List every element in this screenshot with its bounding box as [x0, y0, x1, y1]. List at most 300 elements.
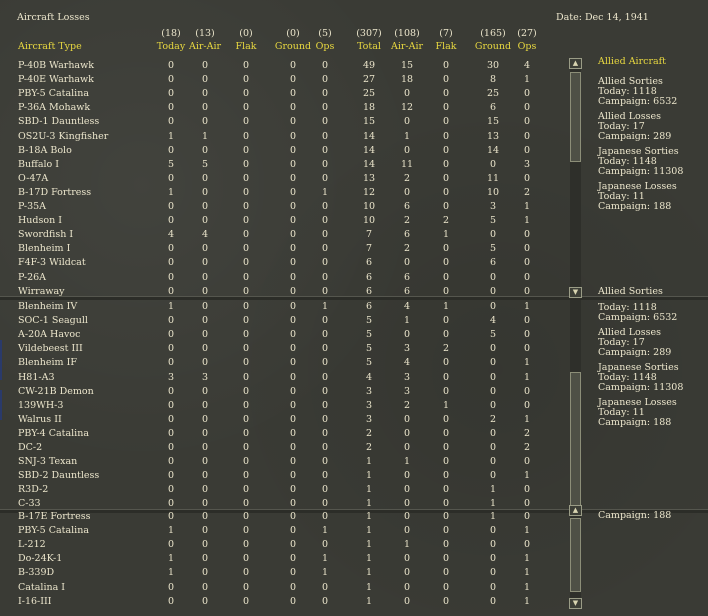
- row-value: 15: [362, 116, 376, 127]
- row-value: 0: [242, 596, 250, 607]
- row-value: 2: [403, 173, 411, 184]
- row-value: 0: [523, 102, 531, 113]
- row-value: 0: [442, 582, 450, 593]
- column-header-8[interactable]: Ground: [474, 41, 512, 52]
- row-value: 14: [362, 159, 376, 170]
- row-value: 0: [442, 60, 450, 71]
- row-value: 5: [167, 159, 175, 170]
- row-value: 15: [486, 116, 500, 127]
- row-value: 4: [167, 229, 175, 240]
- aircraft-name: O-47A: [18, 173, 49, 184]
- row-value: 0: [489, 159, 497, 170]
- row-value: 0: [403, 88, 411, 99]
- row-value: 0: [403, 145, 411, 156]
- row-value: 2: [442, 215, 450, 226]
- scroll-down-arrow-icon[interactable]: ▼: [569, 287, 582, 298]
- row-value: 0: [289, 187, 297, 198]
- row-value: 0: [242, 159, 250, 170]
- row-value: 0: [442, 116, 450, 127]
- row-value: 0: [403, 498, 411, 509]
- scroll-down-arrow-icon[interactable]: ▼: [569, 598, 582, 609]
- row-value: 0: [289, 301, 297, 312]
- row-value: 0: [321, 74, 329, 85]
- row-value: 0: [201, 272, 209, 283]
- row-value: 0: [321, 539, 329, 550]
- row-value: 1: [403, 539, 411, 550]
- aircraft-name: R3D-2: [18, 484, 49, 495]
- row-value: 0: [489, 553, 497, 564]
- aircraft-name: Blenheim I: [18, 243, 71, 254]
- row-value: 0: [289, 201, 297, 212]
- aircraft-name: SNJ-3 Texan: [18, 456, 78, 467]
- row-value: 0: [321, 372, 329, 383]
- row-value: 1: [365, 567, 373, 578]
- row-value: 1: [365, 498, 373, 509]
- row-value: 0: [523, 498, 531, 509]
- row-value: 0: [321, 582, 329, 593]
- row-value: 2: [523, 428, 531, 439]
- row-value: 0: [167, 343, 175, 354]
- row-value: 0: [289, 60, 297, 71]
- column-header-4[interactable]: Ops: [315, 41, 335, 52]
- row-value: 0: [201, 539, 209, 550]
- row-value: 0: [167, 60, 175, 71]
- date-label: Date: Dec 14, 1941: [556, 12, 649, 23]
- table-row[interactable]: [0, 159, 560, 171]
- row-value: 0: [201, 215, 209, 226]
- row-value: 0: [201, 553, 209, 564]
- row-value: 0: [242, 372, 250, 383]
- row-value: 0: [242, 567, 250, 578]
- row-value: 3: [365, 400, 373, 411]
- table-row[interactable]: [0, 201, 560, 213]
- row-value: 12: [400, 102, 414, 113]
- row-value: 0: [201, 187, 209, 198]
- table-row[interactable]: [0, 88, 560, 100]
- row-value: 0: [167, 286, 175, 297]
- row-value: 0: [167, 88, 175, 99]
- table-row[interactable]: [0, 74, 560, 86]
- row-value: 5: [365, 357, 373, 368]
- aircraft-name: Buffalo I: [18, 159, 60, 170]
- column-header-7[interactable]: Flak: [435, 41, 457, 52]
- row-value: 0: [242, 301, 250, 312]
- row-value: 0: [523, 329, 531, 340]
- row-value: 1: [489, 484, 497, 495]
- row-value: 0: [489, 386, 497, 397]
- japanese-sorties-title: Japanese Sorties: [598, 362, 679, 373]
- row-value: 1: [489, 511, 497, 522]
- column-total-9: (27): [517, 28, 537, 39]
- row-value: 0: [403, 567, 411, 578]
- row-value: 0: [321, 442, 329, 453]
- row-value: 15: [400, 60, 414, 71]
- column-header-0[interactable]: Today: [156, 41, 186, 52]
- table-row[interactable]: [0, 286, 560, 298]
- row-value: 0: [167, 470, 175, 481]
- row-value: 0: [489, 525, 497, 536]
- scroll-up-arrow-icon[interactable]: ▲: [569, 505, 582, 516]
- column-header-2[interactable]: Flak: [235, 41, 257, 52]
- row-value: 0: [321, 414, 329, 425]
- row-value: 0: [489, 272, 497, 283]
- table-row[interactable]: [0, 301, 560, 313]
- row-value: 0: [167, 498, 175, 509]
- row-value: 2: [365, 428, 373, 439]
- row-value: 0: [201, 400, 209, 411]
- row-value: 6: [365, 257, 373, 268]
- row-value: 1: [523, 596, 531, 607]
- row-value: 0: [523, 400, 531, 411]
- table-row[interactable]: [0, 343, 560, 355]
- row-value: 11: [400, 159, 414, 170]
- row-value: 0: [167, 257, 175, 268]
- row-value: 0: [201, 511, 209, 522]
- row-value: 0: [403, 470, 411, 481]
- column-total-4: (5): [318, 28, 332, 39]
- row-value: 1: [523, 372, 531, 383]
- row-value: 0: [442, 357, 450, 368]
- row-value: 0: [242, 215, 250, 226]
- row-value: 6: [403, 201, 411, 212]
- scroll-thumb[interactable]: [570, 72, 581, 162]
- row-value: 0: [242, 272, 250, 283]
- row-value: 0: [289, 159, 297, 170]
- row-value: 0: [167, 102, 175, 113]
- row-value: 0: [523, 173, 531, 184]
- table-row[interactable]: [0, 257, 560, 269]
- row-value: 3: [365, 386, 373, 397]
- row-value: 0: [442, 173, 450, 184]
- row-value: 25: [486, 88, 500, 99]
- row-value: 0: [321, 243, 329, 254]
- row-value: 0: [167, 215, 175, 226]
- column-total-0: (18): [161, 28, 181, 39]
- japanese-losses-campaign: Campaign: 188: [598, 417, 672, 428]
- row-value: 5: [489, 243, 497, 254]
- row-value: 0: [201, 525, 209, 536]
- row-value: 1: [365, 456, 373, 467]
- table-row[interactable]: [0, 525, 560, 537]
- row-value: 0: [242, 116, 250, 127]
- aircraft-name: PBY-5 Catalina: [18, 525, 89, 536]
- row-value: 0: [523, 229, 531, 240]
- row-value: 0: [489, 596, 497, 607]
- row-value: 0: [489, 400, 497, 411]
- row-value: 0: [442, 428, 450, 439]
- aircraft-name: SOC-1 Seagull: [18, 315, 88, 326]
- row-value: 0: [442, 372, 450, 383]
- row-value: 0: [201, 201, 209, 212]
- table-row[interactable]: [0, 116, 560, 128]
- row-value: 0: [442, 145, 450, 156]
- row-value: 0: [201, 315, 209, 326]
- table-row[interactable]: [0, 498, 560, 510]
- row-value: 0: [489, 357, 497, 368]
- row-value: 5: [489, 329, 497, 340]
- row-value: 0: [321, 173, 329, 184]
- row-value: 0: [289, 498, 297, 509]
- scroll-thumb[interactable]: [570, 372, 581, 510]
- table-row[interactable]: [0, 428, 560, 440]
- row-value: 0: [167, 484, 175, 495]
- table-row[interactable]: [0, 511, 560, 523]
- column-total-2: (0): [239, 28, 253, 39]
- row-value: 2: [403, 243, 411, 254]
- column-header-1[interactable]: Air-Air: [188, 41, 222, 52]
- aircraft-name: PBY-5 Catalina: [18, 88, 89, 99]
- row-value: 1: [523, 215, 531, 226]
- row-value: 0: [321, 511, 329, 522]
- row-value: 1: [523, 525, 531, 536]
- row-value: 5: [201, 159, 209, 170]
- row-value: 2: [365, 442, 373, 453]
- row-value: 3: [523, 159, 531, 170]
- table-row[interactable]: [0, 102, 560, 114]
- row-value: 0: [321, 102, 329, 113]
- column-total-6: (108): [394, 28, 420, 39]
- row-value: 0: [289, 400, 297, 411]
- table-row[interactable]: [0, 442, 560, 454]
- row-value: 0: [403, 116, 411, 127]
- row-value: 4: [365, 372, 373, 383]
- column-total-3: (0): [286, 28, 300, 39]
- column-header-5[interactable]: Total: [357, 41, 381, 52]
- row-value: 13: [486, 131, 500, 142]
- side-panel-title[interactable]: Allied Aircraft: [598, 56, 666, 67]
- row-value: 0: [289, 582, 297, 593]
- row-value: 1: [167, 525, 175, 536]
- table-row[interactable]: [0, 187, 560, 199]
- row-value: 8: [489, 74, 497, 85]
- table-row[interactable]: [0, 372, 560, 384]
- aircraft-name: Swordfish I: [18, 229, 74, 240]
- table-row[interactable]: [0, 539, 560, 551]
- row-value: 0: [242, 131, 250, 142]
- row-value: 0: [289, 74, 297, 85]
- row-value: 0: [321, 116, 329, 127]
- table-row[interactable]: [0, 243, 560, 255]
- row-value: 7: [365, 243, 373, 254]
- row-value: 0: [289, 484, 297, 495]
- row-value: 4: [523, 60, 531, 71]
- row-value: 0: [289, 173, 297, 184]
- row-value: 10: [362, 215, 376, 226]
- row-value: 30: [486, 60, 500, 71]
- table-row[interactable]: [0, 470, 560, 482]
- row-value: 0: [403, 484, 411, 495]
- table-row[interactable]: [0, 60, 560, 72]
- row-value: 0: [403, 596, 411, 607]
- allied-losses-today: Today: 17: [598, 337, 645, 348]
- row-value: 0: [321, 229, 329, 240]
- row-value: 0: [201, 456, 209, 467]
- row-value: 0: [242, 343, 250, 354]
- table-row[interactable]: [0, 357, 560, 369]
- row-value: 1: [523, 357, 531, 368]
- row-value: 6: [489, 257, 497, 268]
- row-value: 0: [289, 553, 297, 564]
- row-value: 0: [321, 329, 329, 340]
- row-value: 3: [403, 386, 411, 397]
- table-row[interactable]: [0, 215, 560, 227]
- row-value: 6: [365, 272, 373, 283]
- row-value: 0: [242, 428, 250, 439]
- row-value: 0: [321, 159, 329, 170]
- aircraft-name: 139WH-3: [18, 400, 64, 411]
- row-value: 0: [403, 428, 411, 439]
- window-title: Aircraft Losses: [17, 12, 90, 23]
- row-value: 0: [242, 329, 250, 340]
- row-value: 0: [167, 539, 175, 550]
- row-value: 0: [289, 386, 297, 397]
- table-row[interactable]: [0, 173, 560, 185]
- row-value: 0: [489, 301, 497, 312]
- aircraft-name: Blenheim IV: [18, 301, 78, 312]
- row-value: 1: [365, 553, 373, 564]
- table-row[interactable]: [0, 315, 560, 327]
- table-row[interactable]: [0, 414, 560, 426]
- row-value: 7: [365, 229, 373, 240]
- table-row[interactable]: [0, 484, 560, 496]
- row-value: 0: [167, 243, 175, 254]
- allied-losses-today: Today: 17: [598, 121, 645, 132]
- row-value: 0: [201, 357, 209, 368]
- allied-sorties-campaign: Campaign: 6532: [598, 96, 678, 107]
- row-value: 0: [289, 131, 297, 142]
- table-row[interactable]: [0, 596, 560, 608]
- row-value: 0: [167, 116, 175, 127]
- row-value: 1: [523, 201, 531, 212]
- row-value: 1: [167, 187, 175, 198]
- row-value: 0: [489, 567, 497, 578]
- row-value: 0: [289, 343, 297, 354]
- table-row[interactable]: [0, 400, 560, 412]
- row-value: 0: [403, 187, 411, 198]
- row-value: 4: [403, 357, 411, 368]
- row-value: 0: [201, 145, 209, 156]
- row-value: 0: [201, 116, 209, 127]
- row-value: 1: [442, 400, 450, 411]
- row-value: 0: [442, 74, 450, 85]
- row-value: 0: [242, 525, 250, 536]
- japanese-losses-campaign: Campaign: 188: [598, 201, 672, 212]
- row-value: 14: [486, 145, 500, 156]
- aircraft-name: Do-24K-1: [18, 553, 63, 564]
- row-value: 0: [442, 201, 450, 212]
- aircraft-name: F4F-3 Wildcat: [18, 257, 86, 268]
- row-value: 0: [442, 243, 450, 254]
- row-value: 0: [442, 442, 450, 453]
- row-value: 14: [362, 145, 376, 156]
- row-value: 0: [167, 173, 175, 184]
- table-row[interactable]: [0, 131, 560, 143]
- row-value: 13: [362, 173, 376, 184]
- row-value: 0: [321, 215, 329, 226]
- row-value: 0: [489, 539, 497, 550]
- row-value: 0: [442, 386, 450, 397]
- aircraft-name: PBY-4 Catalina: [18, 428, 89, 439]
- aircraft-name: CW-21B Demon: [18, 386, 94, 397]
- row-value: 3: [403, 372, 411, 383]
- row-value: 0: [242, 456, 250, 467]
- row-value: 0: [321, 201, 329, 212]
- row-value: 0: [167, 201, 175, 212]
- row-value: 0: [167, 272, 175, 283]
- table-row[interactable]: [0, 386, 560, 398]
- row-value: 0: [201, 498, 209, 509]
- table-row[interactable]: [0, 456, 560, 468]
- row-value: 0: [403, 511, 411, 522]
- row-value: 0: [201, 74, 209, 85]
- row-value: 0: [167, 511, 175, 522]
- aircraft-name: P-26A: [18, 272, 47, 283]
- row-value: 0: [167, 315, 175, 326]
- allied-sorties-title: Allied Sorties: [598, 76, 663, 87]
- table-row[interactable]: [0, 272, 560, 284]
- row-value: 0: [242, 145, 250, 156]
- row-value: 0: [523, 145, 531, 156]
- row-value: 0: [442, 596, 450, 607]
- row-value: 0: [489, 582, 497, 593]
- japanese-losses-today: Today: 11: [598, 191, 645, 202]
- row-value: 0: [442, 315, 450, 326]
- row-value: 0: [489, 428, 497, 439]
- scroll-up-arrow-icon[interactable]: ▲: [569, 58, 582, 69]
- row-value: 1: [321, 553, 329, 564]
- row-value: 0: [321, 343, 329, 354]
- table-row[interactable]: [0, 567, 560, 579]
- aircraft-name: L-212: [18, 539, 46, 550]
- column-header-6[interactable]: Air-Air: [390, 41, 424, 52]
- row-value: 0: [489, 286, 497, 297]
- row-value: 0: [289, 511, 297, 522]
- row-value: 0: [242, 187, 250, 198]
- row-value: 10: [362, 201, 376, 212]
- column-header-9[interactable]: Ops: [517, 41, 537, 52]
- row-value: 4: [489, 315, 497, 326]
- row-value: 0: [242, 257, 250, 268]
- row-value: 0: [442, 498, 450, 509]
- row-value: 1: [442, 301, 450, 312]
- allied-sorties-title-partial: Allied Sorties: [598, 286, 663, 297]
- row-value: 1: [167, 553, 175, 564]
- row-value: 0: [403, 553, 411, 564]
- row-value: 0: [442, 187, 450, 198]
- row-value: 0: [321, 60, 329, 71]
- column-header-3[interactable]: Ground: [274, 41, 312, 52]
- row-value: 0: [201, 286, 209, 297]
- row-value: 0: [442, 414, 450, 425]
- row-value: 0: [201, 301, 209, 312]
- row-value: 6: [365, 286, 373, 297]
- table-row[interactable]: [0, 582, 560, 594]
- row-value: 0: [442, 329, 450, 340]
- scroll-thumb[interactable]: [570, 518, 581, 592]
- row-value: 0: [523, 456, 531, 467]
- row-value: 0: [289, 88, 297, 99]
- row-value: 0: [442, 511, 450, 522]
- column-total-8: (165): [480, 28, 506, 39]
- table-row[interactable]: [0, 329, 560, 341]
- row-value: 1: [403, 131, 411, 142]
- table-row[interactable]: [0, 145, 560, 157]
- row-value: 0: [201, 257, 209, 268]
- row-value: 0: [523, 539, 531, 550]
- row-value: 0: [321, 131, 329, 142]
- table-row[interactable]: [0, 553, 560, 565]
- table-row[interactable]: [0, 229, 560, 241]
